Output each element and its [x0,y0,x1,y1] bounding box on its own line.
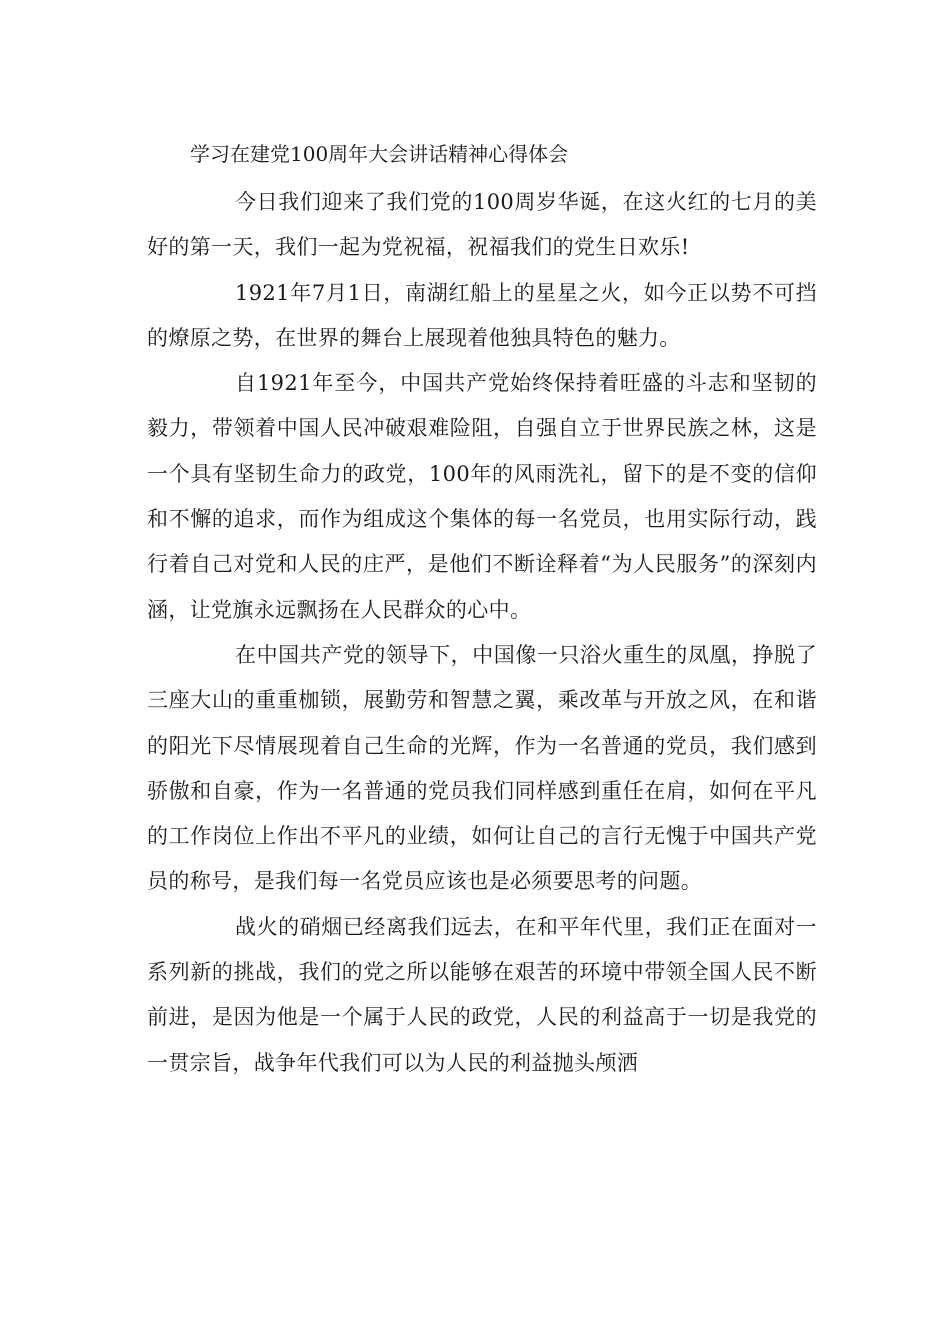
paragraph-4: 在中国共产党的领导下，中国像一只浴火重生的凤凰，挣脱了三座大山的重重枷锁，展勤劳和智慧之翼，乘改革与开放之风，在和谐的阳光下尽情展现着自己生命的光辉，作为一名普通的党员，我们感到骄傲和自豪，作为一名普通的党员我们同样感到重任在肩，如何在平凡的工作岗位上作出不平凡的业绩，如何让自己的言行无愧于中国共产党员的称号，是我们每一名党员应该也是必须要思考的问题。 [147,642,817,894]
paragraph-3: 自1921年至今，中国共产党始终保持着旺盛的斗志和坚韧的毅力，带领着中国人民冲破艰难险阻，自强自立于世界民族之林，这是一个具有坚韧生命力的政党，100年的风雨洗礼，留下的是不变的信仰和不懈的追求，而作为组成这个集体的每一名党员，也用实际行动，践行着自己对党和人民的庄严，是他们不断诠释着“为人民服务”的深刻内涵，让党旗永远飘扬在人民群众的心中。 [147,371,817,622]
paragraph-2: 1921年7月1日，南湖红船上的星星之火，如今正以势不可挡的燎原之势，在世界的舞台上展现着他独具特色的魅力。 [147,280,817,350]
paragraph-1: 今日我们迎来了我们党的100周岁华诞，在这火红的七月的美好的第一天，我们一起为党祝福，祝福我们的党生日欢乐! [147,190,817,260]
paragraph-5: 战火的硝烟已经离我们远去，在和平年代里，我们正在面对一系列新的挑战，我们的党之所以能够在艰苦的环境中带领全国人民不断前进，是因为他是一个属于人民的政党，人民的利益高于一切是我党的一贯宗旨，战争年代我们可以为人民的利益抛头颅洒 [147,914,817,1075]
document-body [147,180,817,1086]
document-title: 学习在建党100周年大会讲话精神心得体会 [190,142,569,166]
